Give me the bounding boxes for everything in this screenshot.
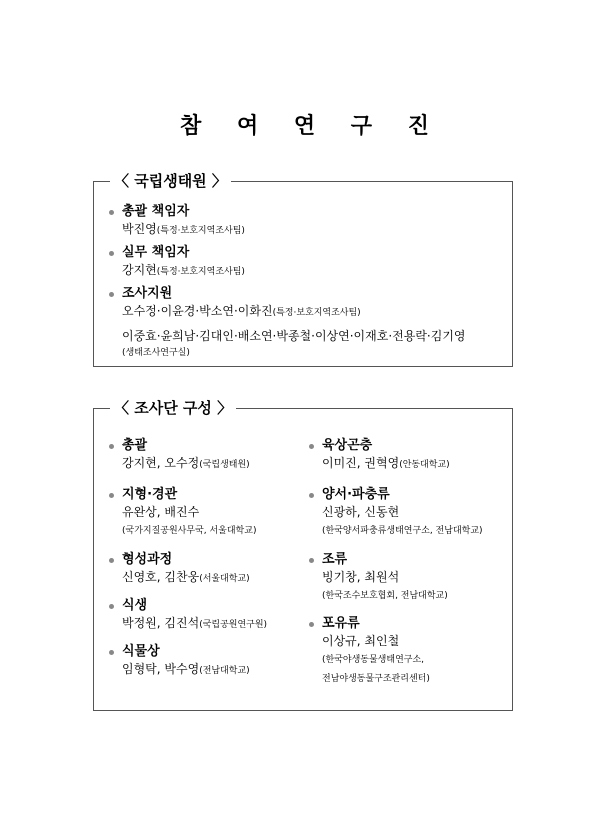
field-label: 조류 [308, 551, 448, 569]
survey-team-section [93, 399, 513, 711]
field-label: 총괄 [108, 437, 250, 455]
nie-section-title: 〈 국립생태원 〉 [110, 170, 231, 192]
member-affiliation: (국립공원연구원) [199, 620, 268, 630]
member-affiliation: (국가지질공원사무국, 서울대학교) [122, 526, 257, 536]
member-line [308, 669, 430, 688]
member-affiliation: (특정·보호지역조사팀) [272, 308, 361, 318]
team-flora [108, 643, 250, 680]
team-landform [108, 486, 256, 540]
team-formation [108, 551, 250, 588]
member-affiliation: (특정·보호지역조사팀) [156, 267, 245, 277]
member-line [108, 455, 250, 474]
member-affiliation: (국립생태원) [199, 460, 250, 470]
member-affiliation: 전남야생동물구조관리센터) [322, 674, 430, 684]
member-affiliation: (생태조사연구실) [122, 348, 190, 358]
role-label: 조사지원 [108, 285, 466, 303]
member-affiliation: (한국야생동물생태연구소, [322, 655, 425, 665]
member-names: 이상규, 최인철 [322, 634, 400, 648]
member-names: 오수정·이윤경·박소연·이화진 [122, 304, 273, 318]
team-insects [308, 437, 450, 474]
member-names: 빙기창, 최원석 [322, 570, 400, 584]
group-chief [108, 203, 245, 240]
team-birds [308, 551, 448, 605]
member-names: 박정원, 김진석 [122, 616, 200, 630]
member-line [108, 569, 250, 588]
member-line [108, 221, 245, 240]
member-line [108, 615, 267, 634]
field-label: 식생 [108, 597, 267, 615]
member-line [308, 650, 430, 669]
field-label: 육상곤충 [308, 437, 450, 455]
survey-team-section-title: 〈 조사단 구성 〉 [110, 397, 236, 419]
member-line [308, 521, 483, 540]
member-names: 이중효·윤희남·김대인·배소연·박종철·이상연·이재호·전용락·김기영 [122, 329, 466, 343]
member-line [108, 504, 256, 521]
field-label: 양서·파충류 [308, 486, 483, 504]
member-line [108, 661, 250, 680]
member-line [308, 504, 483, 521]
field-label: 식물상 [108, 643, 250, 661]
team-herpetofauna [308, 486, 483, 540]
member-names: 박진영 [122, 222, 157, 236]
member-line [308, 586, 448, 605]
group-manager [108, 244, 245, 281]
member-names: 신광하, 신동현 [322, 505, 400, 519]
member-line [108, 345, 466, 360]
member-names: 강지현 [122, 263, 157, 277]
field-label: 지형·경관 [108, 486, 256, 504]
group-support [108, 285, 466, 360]
nie-section [93, 172, 513, 367]
member-line [108, 262, 245, 281]
member-names: 신영호, 김찬웅 [122, 570, 200, 584]
member-affiliation: (한국조수보호협회, 전남대학교) [322, 591, 448, 601]
field-label: 형성과정 [108, 551, 250, 569]
member-line [308, 455, 450, 474]
member-line [108, 521, 256, 540]
member-affiliation: (한국양서파충류생태연구소, 전남대학교) [322, 526, 483, 536]
member-line [108, 328, 466, 345]
member-names: 강지현, 오수정 [122, 456, 200, 470]
member-affiliation: (전남대학교) [199, 666, 250, 676]
member-names: 유완상, 배진수 [122, 505, 200, 519]
field-label: 포유류 [308, 615, 430, 633]
role-label: 총괄 책임자 [108, 203, 245, 221]
member-line [308, 569, 448, 586]
member-affiliation: (특정·보호지역조사팀) [156, 226, 245, 236]
member-names: 이미진, 권혁영 [322, 456, 400, 470]
member-affiliation: (안동대학교) [399, 460, 450, 470]
member-line [108, 303, 466, 322]
page-title: 참 여 연 구 진 [180, 114, 443, 139]
team-mammals [308, 615, 430, 688]
member-affiliation: (서울대학교) [199, 574, 250, 584]
role-label: 실무 책임자 [108, 244, 245, 262]
member-line [308, 633, 430, 650]
team-vegetation [108, 597, 267, 634]
member-names: 임형탁, 박수영 [122, 662, 200, 676]
team-general [108, 437, 250, 474]
